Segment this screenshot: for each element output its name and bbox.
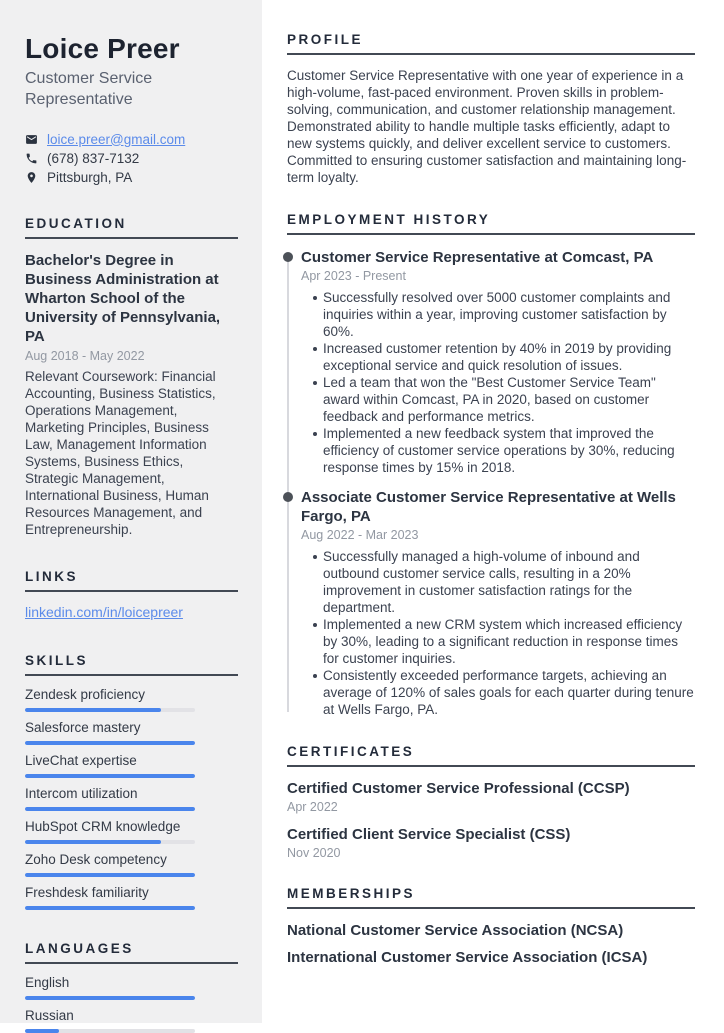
skill-bar-track: [25, 873, 195, 877]
skill-label: Zoho Desk competency: [25, 851, 167, 867]
job-title: Associate Customer Service Representative at Wells Fargo, PA: [301, 489, 676, 525]
education-section: [25, 217, 238, 538]
employment-section: [287, 213, 695, 718]
heading-rule: [25, 237, 238, 239]
skill-bar-track: [25, 708, 195, 712]
language-bar-fill: [25, 1029, 59, 1033]
profile-text: Customer Service Representative with one year of experience in a high-volume, fast-paced environment. Proven skills in problem-solving, communication, and customer relationship management. Demonstrated ability to handle multiple tasks efficiently, adapt to new systems quickly, and deliver excellent service to customers. Committed to ensuring customer satisfaction and maintaining long-term loyalty.: [287, 68, 687, 185]
heading-rule: [287, 233, 695, 235]
language-label: English: [25, 974, 70, 990]
skill-bar-track: [25, 741, 195, 745]
language-bar-track: [25, 1029, 195, 1033]
phone-number: (678) 837-7132: [47, 150, 140, 166]
heading-rule: [25, 590, 238, 592]
membership-entry: National Customer Service Association (NCSA): [287, 922, 624, 939]
memberships-section: [287, 887, 695, 967]
certificate-date: Apr 2022: [287, 800, 338, 814]
certificates-section: [287, 745, 695, 860]
skill-bar-fill: [25, 906, 195, 910]
certificate-entry: [287, 779, 695, 814]
job-bullet: Increased customer retention by 40% in 2019 by providing exceptional service and quick resolution of issues.: [301, 340, 695, 374]
skills-heading: SKILLS: [25, 652, 89, 668]
certificate-date: Nov 2020: [287, 846, 341, 860]
job-bullet: Led a team that won the "Best Customer Service Team" award within Comcast, PA in 2020, based on customer feedback and performance metrics.: [301, 374, 695, 425]
timeline-dot: [283, 252, 293, 262]
job-entry: [287, 488, 695, 718]
skill-label: Salesforce mastery: [25, 719, 141, 735]
certificate-title: Certified Customer Service Professional (CCSP): [287, 780, 630, 797]
heading-rule: [287, 907, 695, 909]
skill-item: [25, 787, 238, 811]
job-entry: [287, 248, 695, 476]
job-bullet: Successfully resolved over 5000 customer complaints and inquiries within a year, improving customer satisfaction by 60%.: [301, 289, 695, 340]
skill-item: [25, 721, 238, 745]
location-pin-icon: [25, 171, 38, 184]
skill-bar-fill: [25, 708, 161, 712]
skill-bar-fill: [25, 873, 195, 877]
certificate-title: Certified Client Service Specialist (CSS): [287, 826, 571, 843]
job-bullet: Successfully managed a high-volume of inbound and outbound customer service calls, resulting in a 20% improvement in customer satisfaction ratings for the department.: [301, 548, 695, 616]
email-icon: [25, 133, 38, 146]
profile-heading: PROFILE: [287, 32, 364, 47]
skill-item: [25, 853, 238, 877]
skill-label: Freshdesk familiarity: [25, 884, 149, 900]
links-heading: LINKS: [25, 568, 78, 584]
job-bullet: Consistently exceeded performance targets, achieving an average of 120% of sales goals for each quarter during tenure at Wells Fargo, PA.: [301, 667, 695, 718]
contact-email-row: [25, 133, 238, 147]
location-text: Pittsburgh, PA: [47, 169, 133, 185]
education-description: Relevant Coursework: Financial Accounting, Business Statistics, Operations Management, Marketing Principles, Business Law, Management Information Systems, Business Ethics, Strategic Management, International Business, Human Resources Management, and Entrepreneurship.: [25, 368, 216, 537]
skill-bar-fill: [25, 807, 195, 811]
linkedin-link[interactable]: linkedin.com/in/loicepreer: [25, 603, 183, 620]
skill-label: HubSpot CRM knowledge: [25, 818, 181, 834]
heading-rule: [25, 674, 238, 676]
job-bullet-list: [301, 548, 695, 718]
heading-rule: [287, 765, 695, 767]
contact-location-row: [25, 171, 238, 185]
job-dates: Aug 2022 - Mar 2023: [301, 528, 419, 542]
contact-block: [25, 133, 238, 185]
language-item: [25, 976, 238, 1000]
skill-item: [25, 886, 238, 910]
employment-timeline: [287, 248, 695, 718]
education-dates: Aug 2018 - May 2022: [25, 348, 145, 363]
sidebar: [0, 0, 262, 1023]
employment-heading: EMPLOYMENT HISTORY: [287, 212, 491, 227]
skill-item: [25, 820, 238, 844]
contact-phone-row: [25, 152, 238, 166]
skill-bar-fill: [25, 741, 195, 745]
certificate-entry: [287, 825, 695, 860]
timeline-dot: [283, 492, 293, 502]
membership-entry: International Customer Service Association (ICSA): [287, 949, 648, 966]
job-bullet: Implemented a new CRM system which increased efficiency by 30%, leading to a significant reduction in response times for customer inquiries.: [301, 616, 695, 667]
language-bar-fill: [25, 996, 195, 1000]
skill-label: Zendesk proficiency: [25, 686, 146, 702]
profile-section: [287, 33, 695, 186]
languages-section: [25, 942, 238, 1033]
skill-bar-track: [25, 774, 195, 778]
heading-rule: [287, 53, 695, 55]
skill-item: [25, 688, 238, 712]
skills-section: [25, 654, 238, 910]
candidate-job-title: Customer Service Representative: [25, 69, 153, 108]
certificates-heading: CERTIFICATES: [287, 744, 415, 759]
main-column: [262, 0, 724, 1023]
languages-heading: LANGUAGES: [25, 940, 134, 956]
job-dates: Apr 2023 - Present: [301, 269, 406, 283]
links-section: [25, 570, 238, 622]
skill-label: Intercom utilization: [25, 785, 138, 801]
skill-bar-track: [25, 906, 195, 910]
phone-icon: [25, 152, 38, 165]
skill-bar-track: [25, 840, 195, 844]
skill-item: [25, 754, 238, 778]
skill-bar-track: [25, 807, 195, 811]
skill-bar-fill: [25, 840, 161, 844]
job-bullet-list: [301, 289, 695, 476]
heading-rule: [25, 962, 238, 964]
degree-title: Bachelor's Degree in Business Administration at Wharton School of the University of Pennsylvania, PA: [25, 251, 221, 345]
email-link[interactable]: loice.preer@gmail.com: [47, 131, 186, 147]
candidate-name: Loice Preer: [25, 33, 180, 64]
skill-bar-fill: [25, 774, 195, 778]
skill-label: LiveChat expertise: [25, 752, 137, 768]
language-item: [25, 1009, 238, 1033]
education-heading: EDUCATION: [25, 215, 127, 231]
job-title: Customer Service Representative at Comcast, PA: [301, 249, 654, 266]
memberships-heading: MEMBERSHIPS: [287, 886, 416, 901]
language-bar-track: [25, 996, 195, 1000]
job-bullet: Implemented a new feedback system that improved the efficiency of customer service operations by 30%, reducing response times by 15% in 2018.: [301, 425, 695, 476]
language-label: Russian: [25, 1007, 74, 1023]
